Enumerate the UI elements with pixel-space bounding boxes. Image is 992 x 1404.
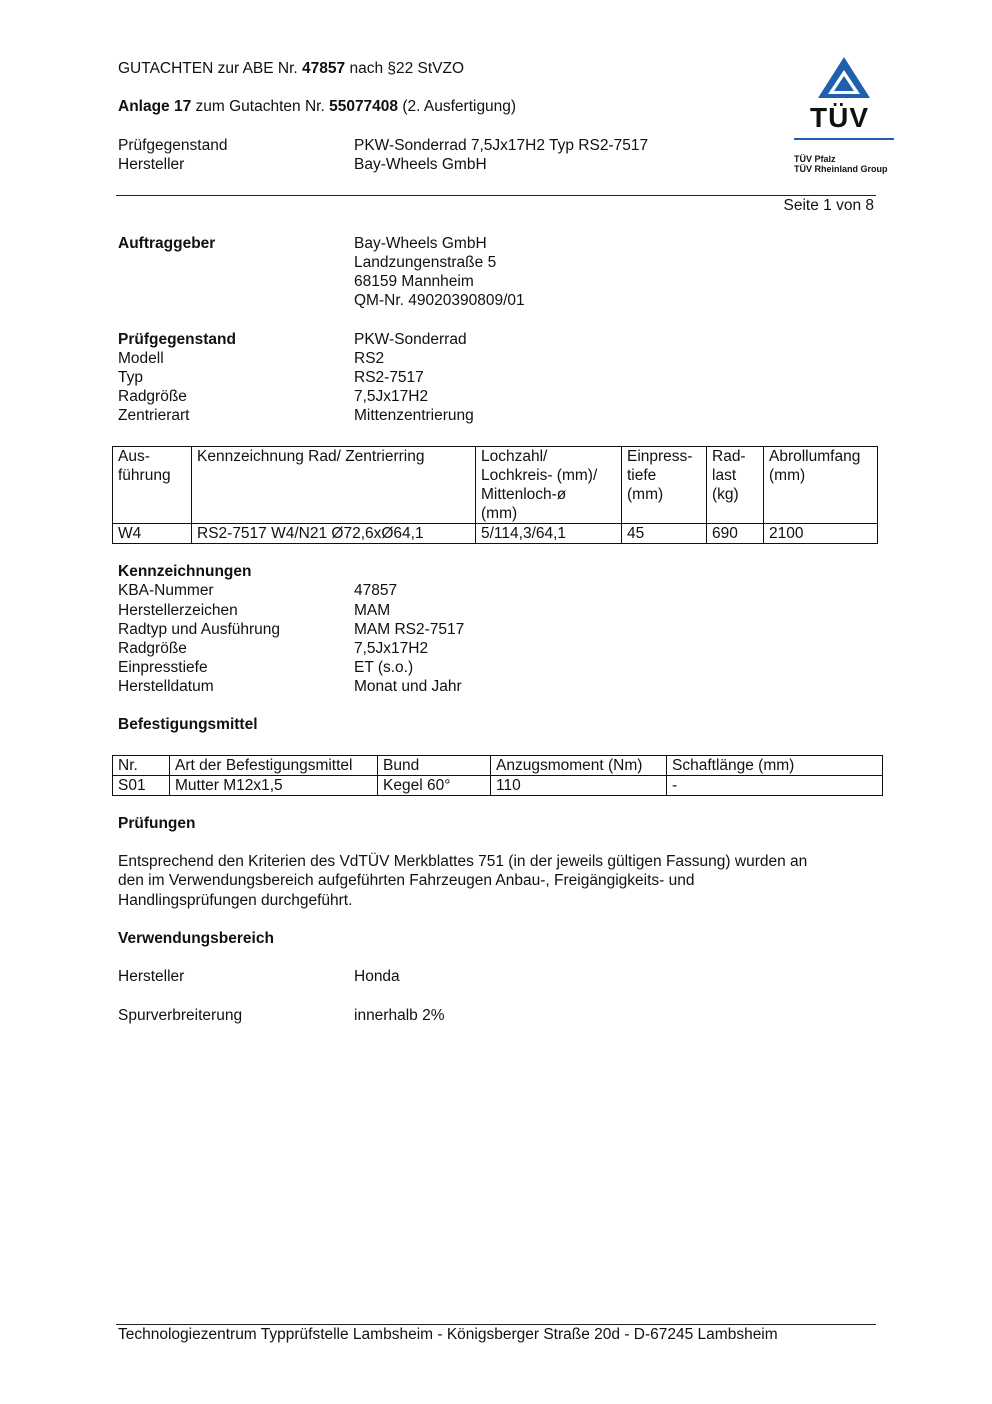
kz-radgroesse-value: 7,5Jx17H2	[354, 640, 429, 657]
modell-label: Modell	[118, 350, 164, 367]
header-hersteller-value: Bay-Wheels GmbH	[354, 156, 487, 173]
typ-label: Typ	[118, 369, 143, 386]
header-pruef-value: PKW-Sonderrad 7,5Jx17H2 Typ RS2-7517	[354, 137, 649, 154]
header-pruef-label: Prüfgegenstand	[118, 137, 228, 154]
wheel-header-abrollumfang: Abrollumfang (mm)	[764, 447, 878, 524]
bef-cell-anzugsmoment: 110	[491, 776, 667, 796]
wheel-cell-kennzeichnung: RS2-7517 W4/N21 Ø72,6xØ64,1	[192, 524, 476, 544]
befestigung-table-header	[113, 756, 883, 776]
kba-value: 47857	[354, 582, 398, 599]
radtyp-value: MAM RS2-7517	[354, 621, 465, 638]
wheel-header-ausfuehrung: Aus- führung	[113, 447, 192, 524]
tuev-logo	[794, 54, 896, 178]
bef-header-bund: Bund	[378, 756, 491, 776]
wheel-cell-abrollumfang: 2100	[764, 524, 878, 544]
bef-cell-art: Mutter M12x1,5	[170, 776, 378, 796]
verwendung-hersteller-label: Hersteller	[118, 968, 185, 985]
bef-cell-nr: S01	[113, 776, 170, 796]
pruefungen-text-1: Entsprechend den Kriterien des VdTÜV Merkblattes 751 (in der jeweils gültigen Fassung) wurden an	[118, 853, 808, 870]
zentrierart-label: Zentrierart	[118, 407, 190, 424]
footer-divider	[116, 1324, 876, 1325]
bef-header-anzugsmoment: Anzugsmoment (Nm)	[491, 756, 667, 776]
wheel-table	[112, 446, 878, 544]
pruefungen-text-3: Handlingsprüfungen durchgeführt.	[118, 892, 353, 909]
auftraggeber-line-3: 68159 Mannheim	[354, 273, 474, 290]
kba-label: KBA-Nummer	[118, 582, 214, 599]
tuev-brand: TÜV	[810, 102, 869, 133]
footer-text: Technologiezentrum Typprüfstelle Lambsheim - Königsberger Straße 20d - D-67245 Lambsheim	[118, 1326, 778, 1343]
typ-value: RS2-7517	[354, 369, 424, 386]
wheel-header-lochzahl: Lochzahl/ Lochkreis- (mm)/ Mittenloch-ø (mm)	[476, 447, 622, 524]
radgroesse-label: Radgröße	[118, 388, 187, 405]
bef-header-schaftlaenge: Schaftlänge (mm)	[667, 756, 883, 776]
pruefgegenstand-value: PKW-Sonderrad	[354, 331, 467, 348]
header-divider	[116, 195, 876, 196]
auftraggeber-line-4: QM-Nr. 49020390809/01	[354, 292, 525, 309]
einpresstiefe-value: ET (s.o.)	[354, 659, 414, 676]
wheel-header-radlast: Rad- last (kg)	[707, 447, 764, 524]
radtyp-label: Radtyp und Ausführung	[118, 621, 281, 638]
zentrierart-value: Mittenzentrierung	[354, 407, 474, 424]
page-number: Seite 1 von 8	[783, 197, 874, 214]
herstelldatum-value: Monat und Jahr	[354, 678, 462, 695]
herstellerzeichen-label: Herstellerzeichen	[118, 602, 238, 619]
wheel-header-kennzeichnung: Kennzeichnung Rad/ Zentrierring	[192, 447, 476, 524]
befestigung-title: Befestigungsmittel	[118, 716, 258, 733]
pruefgegenstand-label: Prüfgegenstand	[118, 331, 236, 348]
herstellerzeichen-value: MAM	[354, 602, 391, 619]
header-anlage-line: Anlage 17 zum Gutachten Nr. 55077408 (2. Ausfertigung)	[118, 98, 517, 115]
wheel-table-header	[113, 447, 878, 524]
verwendung-hersteller-value: Honda	[354, 968, 400, 985]
auftraggeber-line-2: Landzungenstraße 5	[354, 254, 497, 271]
spur-label: Spurverbreiterung	[118, 1007, 243, 1024]
header-hersteller-label: Hersteller	[118, 156, 185, 173]
kz-radgroesse-label: Radgröße	[118, 640, 187, 657]
radgroesse-value: 7,5Jx17H2	[354, 388, 429, 405]
bef-cell-schaftlaenge: -	[667, 776, 883, 796]
pruefungen-title: Prüfungen	[118, 815, 196, 832]
tuev-sub1: TÜV Pfalz	[794, 154, 836, 164]
table-row	[113, 524, 878, 544]
auftraggeber-label: Auftraggeber	[118, 235, 216, 252]
table-row	[113, 776, 883, 796]
wheel-cell-einpresstiefe: 45	[622, 524, 707, 544]
wheel-cell-radlast: 690	[707, 524, 764, 544]
bef-header-art: Art der Befestigungsmittel	[170, 756, 378, 776]
verwendung-title: Verwendungsbereich	[118, 930, 274, 947]
wheel-cell-lochzahl: 5/114,3/64,1	[476, 524, 622, 544]
bef-header-nr: Nr.	[113, 756, 170, 776]
wheel-cell-ausfuehrung: W4	[113, 524, 192, 544]
einpresstiefe-label: Einpresstiefe	[118, 659, 208, 676]
pruefungen-text-2: den im Verwendungsbereich aufgeführten Fahrzeugen Anbau-, Freigängigkeits- und	[118, 872, 695, 889]
tuev-sub2: TÜV Rheinland Group	[794, 164, 888, 174]
herstelldatum-label: Herstelldatum	[118, 678, 214, 695]
kennzeichnungen-title: Kennzeichnungen	[118, 563, 252, 580]
header-abe-line: GUTACHTEN zur ABE Nr. 47857 nach §22 StVZO	[118, 60, 465, 77]
wheel-header-einpresstiefe: Einpress- tiefe (mm)	[622, 447, 707, 524]
befestigung-table	[112, 755, 883, 796]
bef-cell-bund: Kegel 60°	[378, 776, 491, 796]
auftraggeber-line-1: Bay-Wheels GmbH	[354, 235, 487, 252]
modell-value: RS2	[354, 350, 385, 367]
spur-value: innerhalb 2%	[354, 1007, 445, 1024]
